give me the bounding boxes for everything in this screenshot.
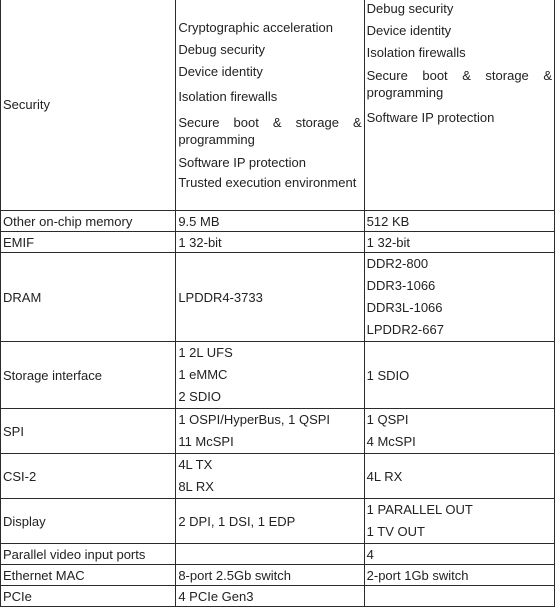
row-label: Storage interface (1, 342, 176, 409)
row-label: Display (1, 499, 176, 544)
cell-col1 (176, 544, 364, 565)
cell-text: 1 TV OUT (366, 524, 425, 539)
cell-col1: 9.5 MB (176, 211, 364, 232)
cell-col1: 4 PCIe Gen3 (176, 586, 364, 607)
table-row (1, 232, 555, 253)
cell-text: Cryptographic acceleration (178, 20, 333, 35)
row-label: EMIF (1, 232, 176, 253)
cell-col1 (176, 409, 364, 454)
cell-col1 (176, 0, 364, 211)
cell-col1: 1 32-bit (176, 232, 364, 253)
cell-text: Secure boot & storage & programming (366, 68, 552, 100)
cell-col1 (176, 454, 364, 499)
cell-col2 (364, 499, 554, 544)
table-row (1, 586, 555, 607)
cell-col2: 1 32-bit (364, 232, 554, 253)
cell-col2 (364, 586, 554, 607)
cell-text: 1 QSPI (366, 412, 409, 427)
row-label: CSI-2 (1, 454, 176, 499)
cell-text: 2 SDIO (178, 389, 221, 404)
row-label: Security (1, 0, 176, 211)
cell-text: 11 McSPI (178, 434, 234, 449)
cell-col2: 4 (364, 544, 554, 565)
cell-text: 8L RX (178, 479, 214, 494)
cell-col2: 2-port 1Gb switch (364, 565, 554, 586)
row-label: DRAM (1, 253, 176, 342)
table-row (1, 253, 555, 342)
cell-col1 (176, 342, 364, 409)
row-label: Ethernet MAC (1, 565, 176, 586)
cell-text: 1 PARALLEL OUT (366, 502, 473, 517)
row-label: Parallel video input ports (1, 544, 176, 565)
cell-col2 (364, 409, 554, 454)
cell-col2 (364, 253, 554, 342)
cell-text: Device identity (366, 23, 452, 38)
table-row (1, 454, 555, 499)
cell-text: Isolation firewalls (366, 45, 466, 60)
row-label: Other on-chip memory (1, 211, 176, 232)
cell-text: Debug security (366, 1, 454, 16)
cell-text: DDR3L-1066 (366, 300, 443, 315)
cell-text: 4L TX (178, 457, 213, 472)
cell-text: Debug security (178, 42, 266, 57)
cell-col1: LPDDR4-3733 (176, 253, 364, 342)
cell-text: 1 eMMC (178, 367, 228, 382)
row-label: PCIe (1, 586, 176, 607)
cell-text: Software IP protection (178, 155, 306, 170)
table-row (1, 342, 555, 409)
cell-col2: 1 SDIO (364, 342, 554, 409)
table-row (1, 0, 555, 211)
cell-text: LPDDR2-667 (366, 322, 444, 337)
cell-col2: 512 KB (364, 211, 554, 232)
cell-text: 4 McSPI (366, 434, 416, 449)
cell-text: Device identity (178, 64, 263, 79)
table-row (1, 565, 555, 586)
cell-text: DDR3-1066 (366, 278, 436, 293)
cell-text: Isolation firewalls (178, 89, 278, 104)
cell-text: DDR2-800 (366, 256, 429, 271)
cell-text: Secure boot & storage & programming (178, 115, 362, 147)
table-row (1, 409, 555, 454)
row-label: SPI (1, 409, 176, 454)
table-row (1, 499, 555, 544)
cell-text: Trusted execution environment (178, 175, 357, 190)
cell-col1: 8-port 2.5Gb switch (176, 565, 364, 586)
cell-col1: 2 DPI, 1 DSI, 1 EDP (176, 499, 364, 544)
cell-text: Software IP protection (366, 110, 495, 125)
table-row (1, 544, 555, 565)
table-row (1, 211, 555, 232)
cell-text: 1 2L UFS (178, 345, 233, 360)
cell-text: 1 OSPI/HyperBus, 1 QSPI (178, 412, 331, 427)
cell-col2 (364, 0, 554, 211)
cell-col2: 4L RX (364, 454, 554, 499)
